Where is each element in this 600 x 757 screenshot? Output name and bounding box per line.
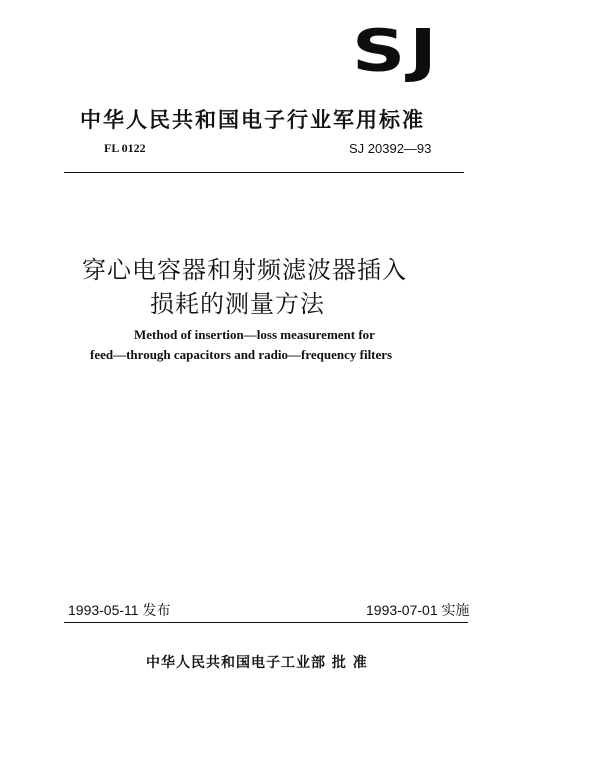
title-cn-line2: 损耗的测量方法 (150, 290, 325, 318)
approver: 中华人民共和国电子工业部 批 准 (146, 655, 368, 671)
title-cn-line1: 穿心电容器和射频滤波器插入 (82, 256, 407, 284)
fl-code: FL 0122 (104, 141, 146, 155)
sj-logo: SJ (352, 17, 441, 85)
header-rule (64, 172, 464, 173)
title-en-line1: Method of insertion—loss measurement for (134, 327, 375, 342)
sj-code: SJ 20392—93 (349, 141, 432, 156)
release-date: 1993-05-11 发布 (68, 602, 171, 618)
footer-rule (64, 622, 468, 623)
title-en-line2: feed—through capacitors and radio—frequency filters (90, 347, 393, 362)
implementation-date: 1993-07-01 实施 (366, 602, 470, 618)
standard-title: 中华人民共和国电子行业军用标准 (80, 108, 425, 132)
